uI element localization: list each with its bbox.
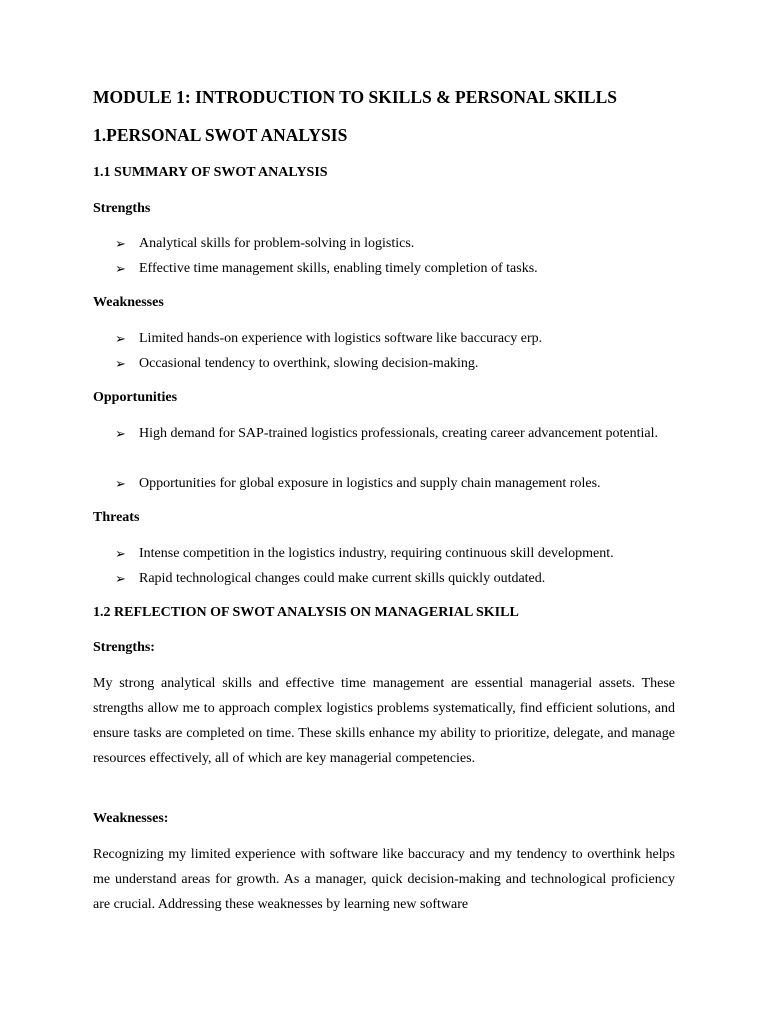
arrowhead-bullet-icon: ➢: [115, 426, 126, 441]
list-item-text: Analytical skills for problem-solving in logistics.: [139, 236, 415, 251]
list-item-text: Rapid technological changes could make current skills quickly outdated.: [139, 571, 546, 586]
arrowhead-bullet-icon: ➢: [115, 236, 126, 251]
threats-label: Threats: [93, 510, 140, 525]
list-item: [115, 326, 675, 351]
list-item: [115, 471, 675, 496]
arrowhead-bullet-icon: ➢: [115, 356, 126, 371]
arrowhead-bullet-icon: ➢: [115, 571, 126, 586]
opportunities-label: Opportunities: [93, 390, 178, 405]
list-item: [115, 256, 675, 281]
reflection-weaknesses-paragraph: Recognizing my limited experience with software like baccuracy and my tendency to overthink helps me understand areas for growth. As a manager, quick decision-making and technological proficiency are crucial. Addressing these weaknesses by learning new software: [93, 847, 675, 912]
list-item: [115, 351, 675, 376]
arrowhead-bullet-icon: ➢: [115, 476, 126, 491]
list-item: [115, 231, 675, 256]
reflection-strengths-paragraph: My strong analytical skills and effective time management are essential managerial assets. These strengths allow me to approach complex logistics problems systematically, find efficient solutions, and ensure tasks are completed on time. These skills enhance my ability to prioritize, delegate, and manage resources effectively, all of which are key managerial competencies.: [93, 676, 675, 766]
reflection-strengths-label: Strengths:: [93, 640, 155, 655]
module-title: MODULE 1: INTRODUCTION TO SKILLS & PERSONAL SKILLS: [93, 87, 617, 107]
list-item-text: High demand for SAP-trained logistics professionals, creating career advancement potential.: [139, 426, 658, 441]
reflection-heading: 1.2 REFLECTION OF SWOT ANALYSIS ON MANAGERIAL SKILL: [93, 605, 519, 620]
strengths-label: Strengths: [93, 201, 151, 216]
section-title: 1.PERSONAL SWOT ANALYSIS: [93, 125, 348, 145]
arrowhead-bullet-icon: ➢: [115, 261, 126, 276]
weaknesses-label: Weaknesses: [93, 295, 164, 310]
list-item: [115, 541, 675, 566]
summary-heading: 1.1 SUMMARY OF SWOT ANALYSIS: [93, 165, 328, 180]
arrowhead-bullet-icon: ➢: [115, 546, 126, 561]
reflection-weaknesses-label: Weaknesses:: [93, 811, 169, 826]
list-item-text: Limited hands-on experience with logistics software like baccuracy erp.: [139, 331, 543, 346]
arrowhead-bullet-icon: ➢: [115, 331, 126, 346]
list-item-text: Opportunities for global exposure in logistics and supply chain management roles.: [139, 476, 601, 491]
list-item: [115, 421, 675, 446]
list-item-text: Intense competition in the logistics industry, requiring continuous skill development.: [139, 546, 614, 561]
list-item-text: Effective time management skills, enabling timely completion of tasks.: [139, 261, 538, 276]
list-item: [115, 566, 675, 591]
list-item-text: Occasional tendency to overthink, slowing decision-making.: [139, 356, 479, 371]
